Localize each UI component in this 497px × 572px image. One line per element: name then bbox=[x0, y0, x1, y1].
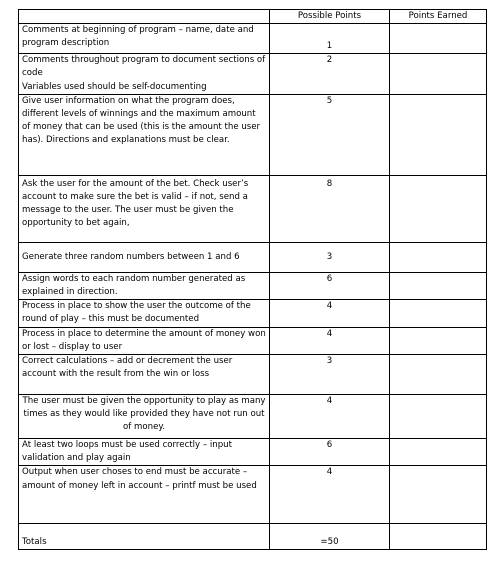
criteria-cell: At least two loops must be used correctly – input validation and play again bbox=[19, 439, 270, 466]
table-row bbox=[19, 355, 487, 395]
totals-points bbox=[270, 524, 390, 550]
totals-label bbox=[19, 524, 270, 550]
table-row bbox=[19, 272, 487, 299]
criteria-cell: Comments at beginning of program – name, date and program description bbox=[19, 24, 270, 54]
points-earned-header: Points Earned bbox=[390, 10, 487, 24]
possible-points-cell: 2 bbox=[270, 54, 390, 95]
points-earned-cell[interactable] bbox=[390, 94, 487, 175]
points-earned-cell[interactable] bbox=[390, 242, 487, 272]
criteria-cell: Process in place to show the user the outcome of the round of play – this must be documented bbox=[19, 300, 270, 327]
table-row bbox=[19, 24, 487, 54]
grading-rubric-table bbox=[18, 9, 487, 550]
table-row bbox=[19, 94, 487, 175]
criteria-cell: Output when user choses to end must be accurate – amount of money left in account – printf must be used bbox=[19, 466, 270, 524]
table-row bbox=[19, 242, 487, 272]
criteria-cell: The user must be given the opportunity to play as many times as they would like provided they have not run out of money. bbox=[19, 395, 270, 439]
possible-points-cell: 6 bbox=[270, 272, 390, 299]
points-earned-cell[interactable] bbox=[390, 54, 487, 95]
totals-earned-cell[interactable] bbox=[390, 524, 487, 550]
points-earned-cell[interactable] bbox=[390, 327, 487, 354]
totals-points-text: =50 bbox=[320, 537, 339, 548]
points-value: 1 bbox=[326, 41, 333, 51]
possible-points-cell: 3 bbox=[270, 242, 390, 272]
possible-points-cell: 4 bbox=[270, 300, 390, 327]
possible-points-cell: 5 bbox=[270, 94, 390, 175]
totals-row bbox=[19, 524, 487, 550]
points-earned-cell[interactable] bbox=[390, 272, 487, 299]
points-earned-cell[interactable] bbox=[390, 466, 487, 524]
table-row bbox=[19, 54, 487, 95]
possible-points-cell: 6 bbox=[270, 439, 390, 466]
points-earned-cell[interactable] bbox=[390, 300, 487, 327]
possible-points-cell: 4 bbox=[270, 466, 390, 524]
possible-points-cell: 4 bbox=[270, 327, 390, 354]
criteria-line: Comments throughout program to document sections of code Variables used should be self-documenting bbox=[22, 55, 266, 92]
table-row bbox=[19, 439, 487, 466]
table-row bbox=[19, 327, 487, 354]
header-row bbox=[19, 10, 487, 24]
possible-points-cell bbox=[270, 24, 390, 54]
points-earned-cell[interactable] bbox=[390, 24, 487, 54]
points-earned-cell[interactable] bbox=[390, 175, 487, 242]
criteria-cell bbox=[19, 54, 270, 95]
totals-label-text: Totals bbox=[22, 537, 47, 548]
points-earned-cell[interactable] bbox=[390, 355, 487, 395]
points-earned-cell[interactable] bbox=[390, 439, 487, 466]
table-row bbox=[19, 300, 487, 327]
criteria-cell: Give user information on what the program does, different levels of winnings and the maximum amount of money that can be used (this is the amount the user has). Directions and explanations must be clear. bbox=[19, 94, 270, 175]
table-row bbox=[19, 466, 487, 524]
criteria-cell: Correct calculations – add or decrement the user account with the result from the win or loss bbox=[19, 355, 270, 395]
criteria-cell: Ask the user for the amount of the bet. Check user’s account to make sure the bet is valid – if not, send a message to the user. The user must be given the opportunity to bet again, bbox=[19, 175, 270, 242]
table-row bbox=[19, 395, 487, 439]
table-row bbox=[19, 175, 487, 242]
criteria-cell: Assign words to each random number generated as explained in direction. bbox=[19, 272, 270, 299]
possible-points-cell: 8 bbox=[270, 175, 390, 242]
possible-points-header: Possible Points bbox=[270, 10, 390, 24]
points-earned-cell[interactable] bbox=[390, 395, 487, 439]
possible-points-cell: 4 bbox=[270, 395, 390, 439]
criteria-cell: Generate three random numbers between 1 and 6 bbox=[19, 242, 270, 272]
criteria-header bbox=[19, 10, 270, 24]
criteria-cell: Process in place to determine the amount of money won or lost – display to user bbox=[19, 327, 270, 354]
possible-points-cell: 3 bbox=[270, 355, 390, 395]
